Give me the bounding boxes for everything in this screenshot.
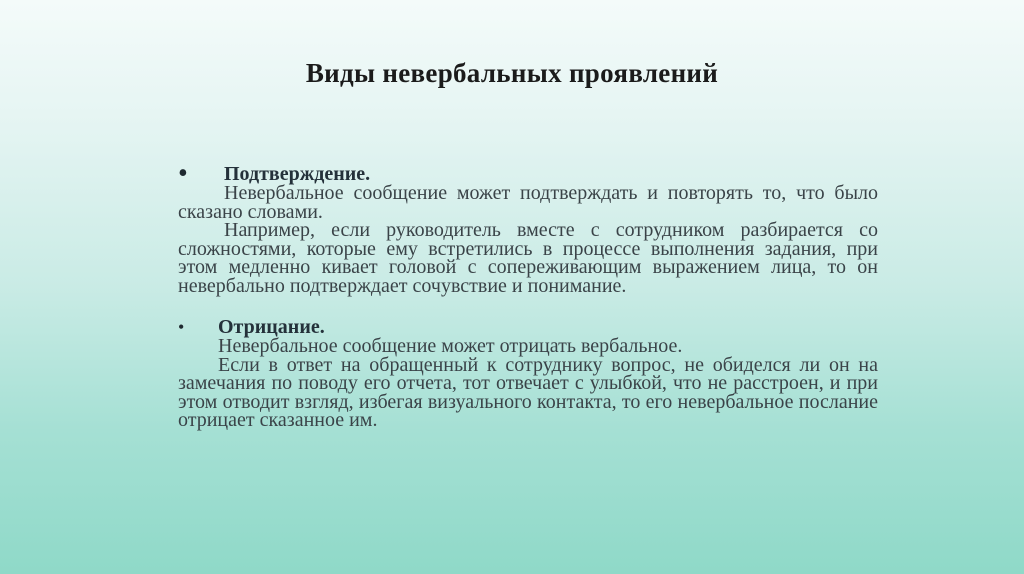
section-negation	[178, 317, 878, 430]
section-paragraph: Например, если руководитель вместе с сотрудником разбирается со сложностями, которые ему встретились в процессе выполнения задания, при этом медленно кивает головой с сопереживающим выражением лица, то он невербально подтверждает сочувствие и понимание.	[178, 219, 878, 297]
bullet-icon: •	[178, 317, 185, 337]
section-paragraph: Если в ответ на обращенный к сотруднику вопрос, не обиделся ли он на замечания по поводу его отчета, тот отвечает с улыбкой, что не расстроен, и при этом отводит взгляд, избегая визуального контакта, то его невербальное послание отрицает сказанное им.	[178, 353, 878, 431]
bullet-icon: •	[178, 158, 188, 189]
slide-content	[178, 158, 878, 431]
section-paragraph: Невербальное сообщение может отрицать вербальное.	[218, 335, 683, 357]
section-heading: Отрицание.	[218, 316, 325, 338]
section-confirmation	[178, 158, 878, 297]
slide-title: Виды невербальных проявлений	[305, 58, 719, 88]
section-heading: Подтверждение.	[224, 163, 371, 185]
section-paragraph: Невербальное сообщение может подтверждать и повторять то, что было сказано словами.	[178, 182, 878, 223]
